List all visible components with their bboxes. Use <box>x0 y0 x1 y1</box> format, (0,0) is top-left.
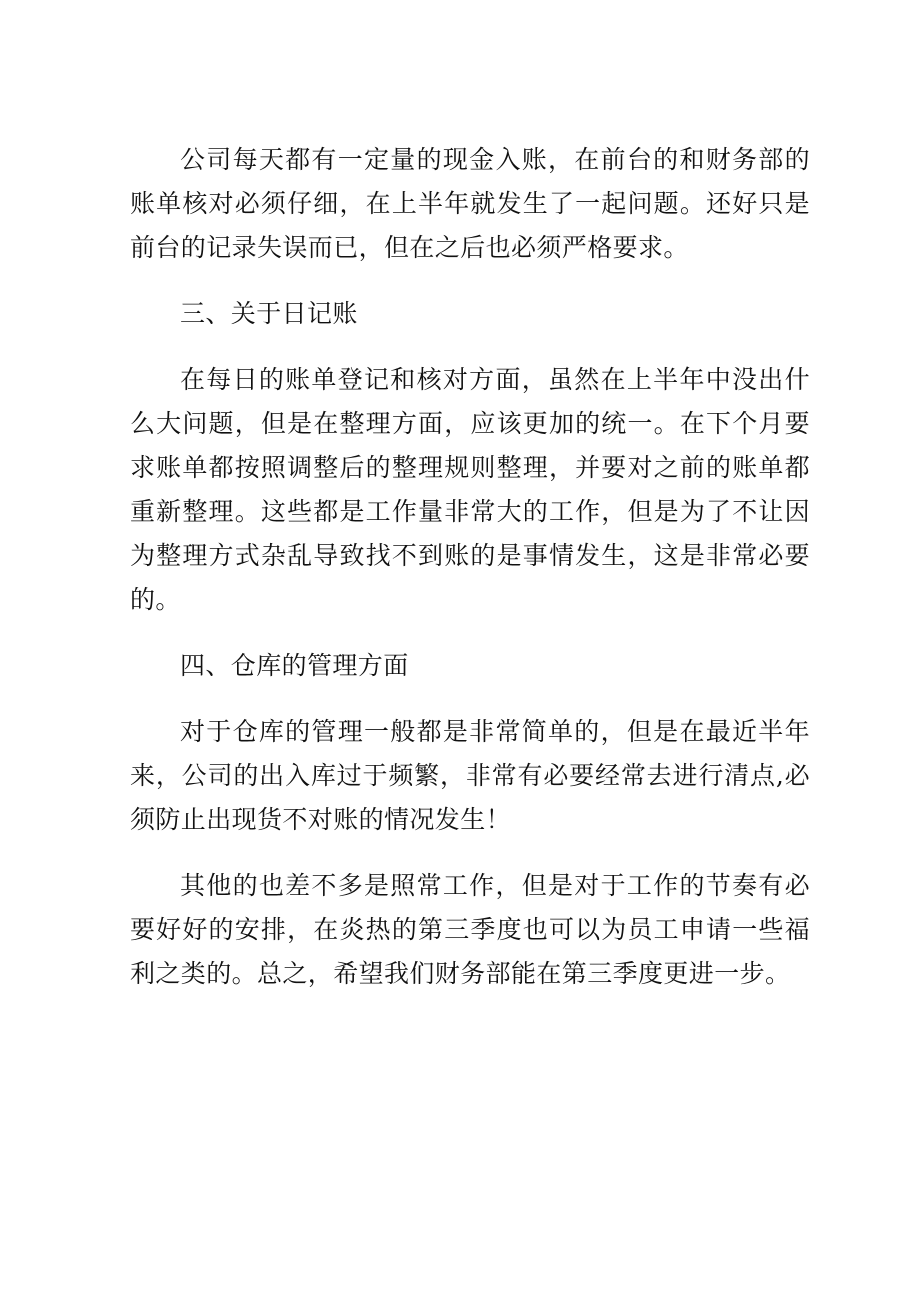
section-heading-warehouse: 四、仓库的管理方面 <box>180 651 409 680</box>
paragraph-warehouse: 对于仓库的管理一般都是非常简单的，但是在最近半年来，公司的出入库过于频繁，非常有必要经常去进行清点,必须防止出现货不对账的情况发生！ <box>130 717 810 834</box>
paragraph-cash-reconciliation: 公司每天都有一定量的现金入账，在前台的和财务部的账单核对必须仔细，在上半年就发生了一起问题。还好只是前台的记录失误而已，但在之后也必须严格要求。 <box>130 145 810 262</box>
section-heading-journal: 三、关于日记账 <box>180 299 358 328</box>
paragraph-summary: 其他的也差不多是照常工作，但是对于工作的节奏有必要好好的安排，在炎热的第三季度也可以为员工申请一些福利之类的。总之，希望我们财务部能在第三季度更进一步。 <box>130 871 810 988</box>
document-body <box>130 138 810 996</box>
paragraph-journal: 在每日的账单登记和核对方面，虽然在上半年中没出什么大问题，但是在整理方面，应该更加的统一。在下个月要求账单都按照调整后的整理规则整理，并要对之前的账单都重新整理。这些都是工作量非常大的工作，但是为了不让因为整理方式杂乱导致找不到账的是事情发生，这是非常必要的。 <box>130 365 810 614</box>
